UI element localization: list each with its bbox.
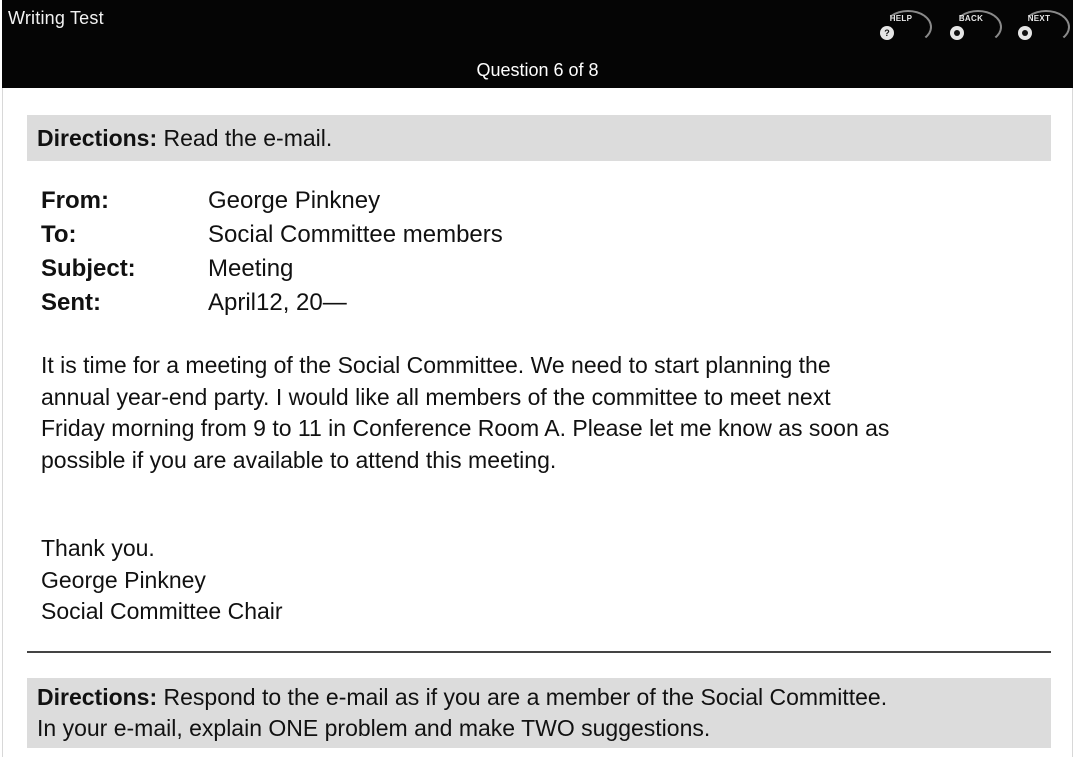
email-body xyxy=(41,350,1046,476)
email-header-sent xyxy=(41,286,503,320)
directions-label: Directions: xyxy=(37,684,158,710)
title-bar xyxy=(2,0,1073,88)
email-header-to xyxy=(41,218,503,252)
next-label: NEXT xyxy=(1027,14,1051,23)
email-header-subject xyxy=(41,252,503,286)
help-label: HELP xyxy=(889,14,913,23)
back-button[interactable] xyxy=(940,6,1002,48)
signoff-closing: Thank you. xyxy=(41,535,155,561)
directions-text-line1: Respond to the e-mail as if you are a member of the Social Committee. xyxy=(157,684,888,710)
sent-label: Sent: xyxy=(41,289,101,316)
to-value: Social Committee members xyxy=(208,221,503,248)
email-body-line: It is time for a meeting of the Social Committee. We need to start planning the xyxy=(41,352,831,378)
help-button[interactable] xyxy=(870,6,932,48)
signoff-name: George Pinkney xyxy=(41,566,206,593)
back-circle-icon xyxy=(950,26,964,40)
from-value: George Pinkney xyxy=(208,187,381,214)
app-title: Writing Test xyxy=(8,8,104,28)
email-header-from xyxy=(41,184,503,218)
directions-label: Directions: xyxy=(37,124,158,151)
question-counter: Question 6 of 8 xyxy=(476,60,599,80)
next-button[interactable] xyxy=(1008,6,1070,48)
email-headers xyxy=(41,184,503,320)
email-body-line: Friday morning from 9 to 11 in Conference Room A. Please let me know as soon as xyxy=(41,415,890,441)
directions-text: Read the e-mail. xyxy=(157,124,333,151)
to-label: To: xyxy=(41,221,77,248)
signoff-title: Social Committee Chair xyxy=(41,598,283,624)
sent-value: April12, 20— xyxy=(208,289,347,316)
email-signoff xyxy=(41,533,283,628)
directions-text-line2: In your e-mail, explain ONE problem and make TWO suggestions. xyxy=(37,715,711,741)
section-divider xyxy=(27,651,1051,653)
email-body-line: possible if you are available to attend this meeting. xyxy=(41,446,557,473)
next-circle-icon xyxy=(1018,26,1032,40)
back-label: BACK xyxy=(958,14,984,23)
from-label: From: xyxy=(41,187,109,214)
subject-value: Meeting xyxy=(208,255,294,282)
question-mark-icon: ? xyxy=(880,26,894,40)
email-body-line: annual year-end party. I would like all members of the committee to meet next xyxy=(41,383,831,410)
directions-read-email xyxy=(27,115,1051,161)
directions-respond xyxy=(27,678,1051,748)
subject-label: Subject: xyxy=(41,255,136,282)
